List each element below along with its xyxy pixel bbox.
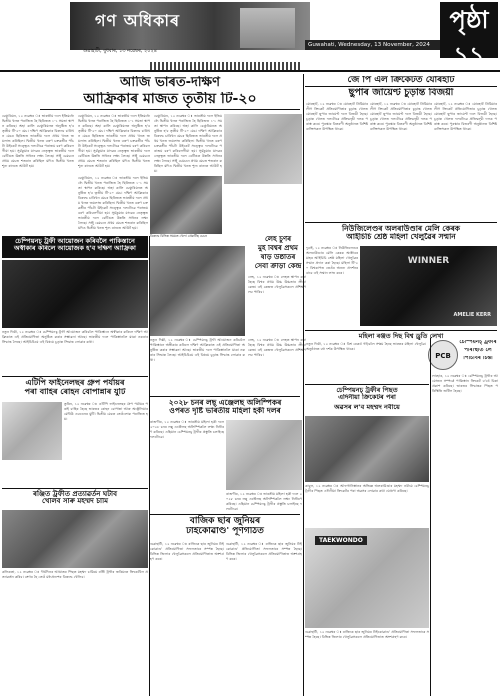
column-rule — [430, 338, 431, 696]
leh-headline-1: লেহ চুৰ্ণৰ — [264, 236, 292, 243]
shami-headline-1: ৰঞ্জিত ট্ৰফীত প্ৰত্যাৱৰ্তন ঘটাব — [2, 488, 148, 498]
leh-headline-4: সেবা ক্ৰীড়া কেন্দ্ৰ — [254, 263, 302, 270]
lead-body-col-1: চেঞ্চুৰিয়ন, ১২ নৱেম্বৰ ঃ ভাৰতীয় দলে ইতিমধ্যে দ্বিতীয় খনত পৰাজিত হৈ ছিৰিজত ১-১ সমতা স্থাপন কৰিছে। অহা কালি চেঞ্চুৰিয়নত অনুষ্ঠিত হ'ব তৃতীয় টি-২০ মেচ। দক্ষিণ আফ্ৰিকাৰ বিৰুদ্ধে চাৰিখন মেচৰ ছিৰিজত ভাৰতীয় দলে প্ৰথম খনত জয়লাভ কৰিছিল। দ্বিতীয় খনত বৰুণ চক্ৰৱৰ্তীৰ পাঁচটা উইকেট সত্ত্বেও দলটোৱে পৰাজয় বৰণ কৰিবলগীয়া হয়। সূৰ্যকুমাৰ যাদৱৰ নেতৃত্বত ভাৰতীয় দলে বেটিঙত উন্নতি সাধনৰ লক্ষ্য লৈছে। সঞ্জু চেমচনে প্ৰথম মেচত শতৰান কৰিছিল যদিও দ্বিতীয় খনত শূন্য ৰানতে আউট হয়। — [2, 114, 74, 168]
ct-body-continued: নতুন দিল্লী, ১২ নৱেম্বৰ ঃ চেম্পিয়নচ্ ট্ৰফী আয়োজন কৰিবলৈ পাকিস্তানে অস্বীকাৰ কৰিলে দক্ষিণ আফ্ৰিকাত এই প্ৰতিযোগিতা অনুষ্ঠিত কৰাৰ সম্ভাৱনা আছে। ভাৰতীয় দলে পাকিস্তানলৈ যাত্ৰা নকৰাৰ সিদ্ধান্ত লৈছে। আইচিচিয়ে এই বিষয়ে চূড়ান্ত সিদ্ধান্ত লোৱাৰ কথা। — [150, 338, 245, 362]
nz-photo — [360, 246, 497, 326]
flag-image — [240, 8, 295, 48]
afghan-body: কাবুল, ১২ নৱেম্বৰ ঃ আফগানিস্তানৰ অভিজ্ঞ অলৰাউণ্ডাৰ মহম্মদ নবীয়ে চেম্পিয়নচ্ ট্ৰফীৰ পিছত এদিনীয়া ক্ৰিকেটৰ পৰা অৱসৰ লোৱাৰ কথা ঘোষণা কৰিছে। — [305, 484, 429, 493]
hockey-headline-2: ওপৰত দৃষ্টি ভাৰতীয় মহিলা হকী দলৰ — [169, 407, 281, 415]
afghan-headline-2: এদিনীয়া ক্ৰিকেটৰ পৰা — [338, 394, 396, 401]
pcb-body: লাহোৰ, ১২ নৱেম্বৰ ঃ চেম্পিয়নচ্ ট্ৰফীৰ আয়োজন সম্পৰ্কে পাকিস্তান ক্ৰিকেট ব'ৰ্ডে চিন্তা প্ৰকাশ কৰিছে। ভাৰতৰ সিদ্ধান্তৰ পিছত পৰিস্থিতি জটিল হৈছে। — [432, 374, 498, 393]
pcb-headline-2: পৰিস্থিতি লৈ — [464, 348, 492, 353]
tkd-headline-1: বাজিক ছাৰ জুনিয়ৰ — [150, 514, 300, 526]
tkd-photo — [305, 528, 429, 628]
ct-photo — [2, 260, 148, 328]
leh-headline-2: মুই বিশ্বৰ প্ৰথম — [258, 245, 298, 252]
atp-body: তুৰিন, ১২ নৱেম্বৰ ঃ এটিপি ফাইনেলছৰ গ্ৰুপ পৰ্যায়ৰ পৰাই বাহিৰ হৈছে ভাৰতৰ ৰোহন বোপান্না আৰু অষ্ট্ৰেলিয়াৰ মেথিউ এবডেনৰ যুটি। দ্বিতীয় মেচত তেওঁলোক পৰাজিত হয়। — [64, 402, 148, 421]
hockey-body-col-1: ৰাজগীৰ, ১২ নৱেম্বৰ ঃ ভাৰতীয় মহিলা হকী দলে ২০২৮ চনৰ লছ্ এঞ্জেলছ অলিম্পিকলৈ লক্ষ্য নিৰ্ধাৰণ কৰিছে। এছিয়ান চেম্পিয়নচ্ ট্ৰফীৰ প্ৰস্তুতি চলাইছে দলটোৱে। — [150, 420, 224, 439]
hockey-headline-1: ২০২৮ চনৰ লছ্ এঞ্জেলছ অলিম্পিকৰ — [150, 396, 300, 407]
lead-photo-player — [150, 176, 222, 234]
masthead-divider — [150, 62, 300, 70]
mahila-body: নতুন দিল্লী, ১২ নৱেম্বৰ ঃ বিশ্ব ৰেকৰ্ড গঢ়িবলৈ সক্ষম হৈছে ভাৰতৰ মহিলা খেলুৱৈ। অনুষ্ঠানত বহু দৰ্শক উপস্থিত থাকে। — [306, 342, 426, 351]
atp-headline-1: এটিপি ফাইনেলছৰ গ্ৰুপ পৰ্যায়ৰ — [2, 376, 148, 387]
leh-body-continued: লেহ, ১২ নৱেম্বৰ ঃ লেহত স্থাপন কৰা হৈছে বিশ্বৰ প্ৰথম উচ্চ উচ্চতাৰ ক্ৰীড়া কেন্দ্ৰ। এই কেন্দ্ৰত খেলুৱৈসকলে প্ৰশিক্ষণ লব পাৰিব। — [248, 338, 306, 357]
ct-headline-2: অস্বীকাৰ কৰিলে আয়োজক হ'ব দক্ষিণ আফ্ৰিকা — [14, 244, 136, 252]
pcb-headline-3: পিচিবিৰ চিন্তা — [463, 356, 493, 361]
nz-photo-text-name: AMELIE KERR — [453, 312, 491, 318]
tkd-banner: TAEKWONDO — [315, 536, 367, 545]
page-number-box — [440, 2, 498, 81]
page-label: পৃষ্ঠা ১১ — [449, 5, 489, 70]
shami-photo — [2, 510, 148, 568]
afghan-headline-1: চেম্পিয়নচ্ ট্ৰফীৰ পিছত — [305, 384, 429, 394]
leh-photo — [150, 246, 245, 336]
lead-photo-caption: বিৰুদ্ধে বিভিন্ন সময়ত খেলা প্ৰেকটিছ চেচন — [150, 234, 207, 238]
nz-headline-2: আইচিচি শ্ৰেষ্ঠ মহিলা খেলুৱৈৰ সন্মান — [346, 233, 456, 241]
pcb-headline-1: চেম্পিয়নচ্ ট্ৰফীৰ — [459, 340, 497, 345]
ct-body: নতুন দিল্লী, ১২ নৱেম্বৰ ঃ চেম্পিয়নচ্ ট্ৰফী আয়োজন কৰিবলৈ পাকিস্তানে অস্বীকাৰ কৰিলে দক্ষিণ আফ্ৰিকাত এই প্ৰতিযোগিতা অনুষ্ঠিত কৰাৰ সম্ভাৱনা আছে। ভাৰতীয় দলে পাকিস্তানলৈ যাত্ৰা নকৰাৰ সিদ্ধান্ত লৈছে। আইচিচিয়ে এই বিষয়ে চূড়ান্ত সিদ্ধান্ত লোৱাৰ কথা। — [2, 330, 148, 344]
afghan-headline-3: অৱসৰ ল'ব মহম্মদ নবীয়ে — [334, 404, 400, 411]
jpl-body-col-2: যোৰহাট, ১২ নৱেম্বৰ ঃ যোৰহাট প্ৰিমিয়াৰ লীগ ক্ৰিকেট প্ৰতিযোগিতাৰ চূড়ান্ত খেলত যোৰহাট ছুপাৰ জায়েণ্ট দলে বিজয়ী হৈছে। চূড়ান্ত খেলত দলটোৱে প্ৰতিদ্বন্দ্বী দলক পৰাস্ত কৰে। পুৰস্কাৰ বিতৰণী অনুষ্ঠানত বিশিষ্ট ব্যক্তিসকল উপস্থিত থাকে। — [370, 102, 432, 131]
brand-title: গণ অধিকাৰ — [95, 11, 180, 30]
date-english: Guwahati, Wednesday, 13 November, 2024 — [305, 40, 440, 50]
shami-body: কলিকতা, ১২ নৱেম্বৰ ঃ দীৰ্ঘদিনৰ আঘাতৰ পিছত মহম্মদ চামিয়ে ৰঞ্জি ট্ৰফীৰ জৰিয়তে ক্ৰিকেটলৈ প্ৰত্যাৱৰ্তন কৰিব। বংগৰ হৈ তেওঁ মধ্যপ্ৰদেশৰ বিৰুদ্ধে খেলিব। — [2, 570, 148, 579]
nz-headline-1: নিউজিলেণ্ডৰ অলৰাউণ্ডাৰ মেলি কেৰক — [305, 222, 497, 233]
lead-body-col-2: চেঞ্চুৰিয়ন, ১২ নৱেম্বৰ ঃ ভাৰতীয় দলে ইতিমধ্যে দ্বিতীয় খনত পৰাজিত হৈ ছিৰিজত ১-১ সমতা স্থাপন কৰিছে। অহা কালি চেঞ্চুৰিয়নত অনুষ্ঠিত হ'ব তৃতীয় টি-২০ মেচ। দক্ষিণ আফ্ৰিকাৰ বিৰুদ্ধে চাৰিখন মেচৰ ছিৰিজত ভাৰতীয় দলে প্ৰথম খনত জয়লাভ কৰিছিল। দ্বিতীয় খনত বৰুণ চক্ৰৱৰ্তীৰ পাঁচটা উইকেট সত্ত্বেও দলটোৱে পৰাজয় বৰণ কৰিবলগীয়া হয়। সূৰ্যকুমাৰ যাদৱৰ নেতৃত্বত ভাৰতীয় দলে বেটিঙত উন্নতি সাধনৰ লক্ষ্য লৈছে। সঞ্জু চেমচনে প্ৰথম মেচত শতৰান কৰিছিল যদিও দ্বিতীয় খনত শূন্য ৰানতে আউট হয়। — [78, 114, 150, 168]
tkd-body-col-1: গুৱাহাটী, ১২ নৱেম্বৰ ঃ ৰাজ্যিক ছাৰ জুনিয়ৰ টাইকোৱাণ্ড' প্ৰতিযোগিতা সফলতাৰে সম্পন্ন হৈছে। বিভিন্ন জিলাৰ খেলুৱৈসকলে প্ৰতিযোগিতাত অংশগ্ৰহণ কৰে। — [150, 542, 224, 561]
lead-photo-team — [224, 114, 302, 184]
jpl-headline-2: ছুপাৰ জায়েণ্ট চুড়ান্ত বিজয়ী — [348, 88, 454, 98]
atp-headline-2: পৰা বাহিৰ ৰোহন বোপান্নাৰ যুটি — [24, 388, 126, 396]
lead-body-col-4: চেঞ্চুৰিয়ন, ১২ নৱেম্বৰ ঃ ভাৰতীয় দলে ইতিমধ্যে দ্বিতীয় খনত পৰাজিত হৈ ছিৰিজত ১-১ সমতা স্থাপন কৰিছে। অহা কালি চেঞ্চুৰিয়নত অনুষ্ঠিত হ'ব তৃতীয় টি-২০ মেচ। দক্ষিণ আফ্ৰিকাৰ বিৰুদ্ধে চাৰিখন মেচৰ ছিৰিজত ভাৰতীয় দলে প্ৰথম খনত জয়লাভ কৰিছিল। দ্বিতীয় খনত বৰুণ চক্ৰৱৰ্তীৰ পাঁচটা উইকেট সত্ত্বেও দলটোৱে পৰাজয় বৰণ কৰিবলগীয়া হয়। সূৰ্যকুমাৰ যাদৱৰ নেতৃত্বত ভাৰতীয় দলে বেটিঙত উন্নতি সাধনৰ লক্ষ্য লৈছে। সঞ্জু চেমচনে প্ৰথম মেচত শতৰান কৰিছিল যদিও দ্বিতীয় খনত শূন্য ৰানতে আউট হয়। — [78, 176, 148, 230]
leh-body: লেহ, ১২ নৱেম্বৰ ঃ লেহত স্থাপন কৰা হৈছে বিশ্বৰ প্ৰথম উচ্চ উচ্চতাৰ ক্ৰীড়া কেন্দ্ৰ। এই কেন্দ্ৰত খেলুৱৈসকলে প্ৰশিক্ষণ লব পাৰিব। — [248, 275, 306, 294]
mahila-headline: মহিলা ৰঞ্জত দিছ বিশ্ব ড্ৰুতি লেখা — [305, 330, 497, 340]
jpl-body-col-1: যোৰহাট, ১২ নৱেম্বৰ ঃ যোৰহাট প্ৰিমিয়াৰ লীগ ক্ৰিকেট প্ৰতিযোগিতাৰ চূড়ান্ত খেলত যোৰহাট ছুপাৰ জায়েণ্ট দলে বিজয়ী হৈছে। চূড়ান্ত খেলত দলটোৱে প্ৰতিদ্বন্দ্বী দলক পৰাস্ত কৰে। পুৰস্কাৰ বিতৰণী অনুষ্ঠানত বিশিষ্ট ব্যক্তিসকল উপস্থিত থাকে। — [306, 102, 368, 131]
leh-headline-3: ষাঁড় উষ্ঠাতৰ — [260, 254, 296, 261]
ct-headline-box — [2, 236, 148, 258]
hockey-photo — [226, 420, 302, 490]
hockey-body-col-2: ৰাজগীৰ, ১২ নৱেম্বৰ ঃ ভাৰতীয় মহিলা হকী দলে ২০২৮ চনৰ লছ্ এঞ্জেলছ অলিম্পিকলৈ লক্ষ্য নিৰ্ধাৰণ কৰিছে। এছিয়ান চেম্পিয়নচ্ ট্ৰফীৰ প্ৰস্তুতি চলাইছে দলটোৱে। — [226, 492, 302, 510]
lead-body-col-3: চেঞ্চুৰিয়ন, ১২ নৱেম্বৰ ঃ ভাৰতীয় দলে ইতিমধ্যে দ্বিতীয় খনত পৰাজিত হৈ ছিৰিজত ১-১ সমতা স্থাপন কৰিছে। অহা কালি চেঞ্চুৰিয়নত অনুষ্ঠিত হ'ব তৃতীয় টি-২০ মেচ। দক্ষিণ আফ্ৰিকাৰ বিৰুদ্ধে চাৰিখন মেচৰ ছিৰিজত ভাৰতীয় দলে প্ৰথম খনত জয়লাভ কৰিছিল। দ্বিতীয় খনত বৰুণ চক্ৰৱৰ্তীৰ পাঁচটা উইকেট সত্ত্বেও দলটোৱে পৰাজয় বৰণ কৰিবলগীয়া হয়। সূৰ্যকুমাৰ যাদৱৰ নেতৃত্বত ভাৰতীয় দলে বেটিঙত উন্নতি সাধনৰ লক্ষ্য লৈছে। সঞ্জু চেমচনে প্ৰথম মেচত শতৰান কৰিছিল যদিও দ্বিতীয় খনত শূন্য ৰানতে আউট হয়। — [154, 114, 222, 173]
afghan-photo — [305, 416, 429, 482]
atp-photo — [2, 402, 62, 460]
tkd-body-col-2: গুৱাহাটী, ১২ নৱেম্বৰ ঃ ৰাজ্যিক ছাৰ জুনিয়ৰ টাইকোৱাণ্ড' প্ৰতিযোগিতা সফলতাৰে সম্পন্ন হৈছে। বিভিন্ন জিলাৰ খেলুৱৈসকলে প্ৰতিযোগিতাত অংশগ্ৰহণ কৰে। — [226, 542, 302, 561]
lead-headline-2: আফ্ৰিকাৰ মাজত তৃতীয় টি-২০ — [40, 92, 300, 110]
jpl-body-col-3: যোৰহাট, ১২ নৱেম্বৰ ঃ যোৰহাট প্ৰিমিয়াৰ লীগ ক্ৰিকেট প্ৰতিযোগিতাৰ চূড়ান্ত খেলত যোৰহাট ছুপাৰ জায়েণ্ট দলে বিজয়ী হৈছে। চূড়ান্ত খেলত দলটোৱে প্ৰতিদ্বন্দ্বী দলক পৰাস্ত কৰে। পুৰস্কাৰ বিতৰণী অনুষ্ঠানত বিশিষ্ট ব্যক্তিসকল উপস্থিত থাকে। — [434, 102, 497, 131]
country-label: INDIA — [456, 74, 482, 81]
shami-headline-2: খেলিব সাৰু মহম্মদ চামি — [42, 498, 108, 505]
date-assamese: গুৱাহাটী, বুধবাৰ, ১৩ নৱেম্বৰ, ২০২৪ — [83, 48, 157, 54]
pcb-logo-text: PCB — [435, 352, 451, 360]
pcb-logo — [428, 340, 458, 370]
ct-headline-1: চেম্পিয়নচ্ ট্ৰফী আয়োজন কৰিবলৈ পাকিস্তানে — [15, 237, 135, 245]
column-rule — [303, 74, 304, 696]
jpl-headline-1: জে পি এল ক্ৰিকেটত যোৰহাট — [305, 76, 497, 87]
column-rule — [149, 236, 150, 696]
nz-photo-text-winner: WINNER — [407, 256, 450, 266]
lead-headline-1: আজি ভাৰত-দক্ষিণ — [120, 76, 220, 90]
tkd-body-col-3: গুৱাহাটী, ১২ নৱেম্বৰ ঃ ৰাজ্যিক ছাৰ জুনিয়ৰ টাইকোৱাণ্ড' প্ৰতিযোগিতা সফলতাৰে সম্পন্ন হৈছে। বিভিন্ন জিলাৰ খেলুৱৈসকলে প্ৰতিযোগিতাত অংশগ্ৰহণ কৰে। — [305, 630, 429, 639]
nz-body-col-1: দুবাই, ১২ নৱেম্বৰ ঃ নিউজিলেণ্ডৰ অলৰাউণ্ডাৰ মেলি কেৰক অক্টোবৰ মাহৰ আইচিচি শ্ৰেষ্ঠ মহিলা খেলুৱৈৰ সন্মান প্ৰদান কৰা হৈছে। মহিলা টি-২০ বিশ্বকাপত তেওঁৰ অনন্য প্ৰদৰ্শনৰ বাবে এই সন্মান লাভ কৰে। — [306, 246, 358, 275]
tkd-headline-2: টাইকোৱাণ্ড' পূৰ্ণগঠিত — [186, 527, 264, 536]
